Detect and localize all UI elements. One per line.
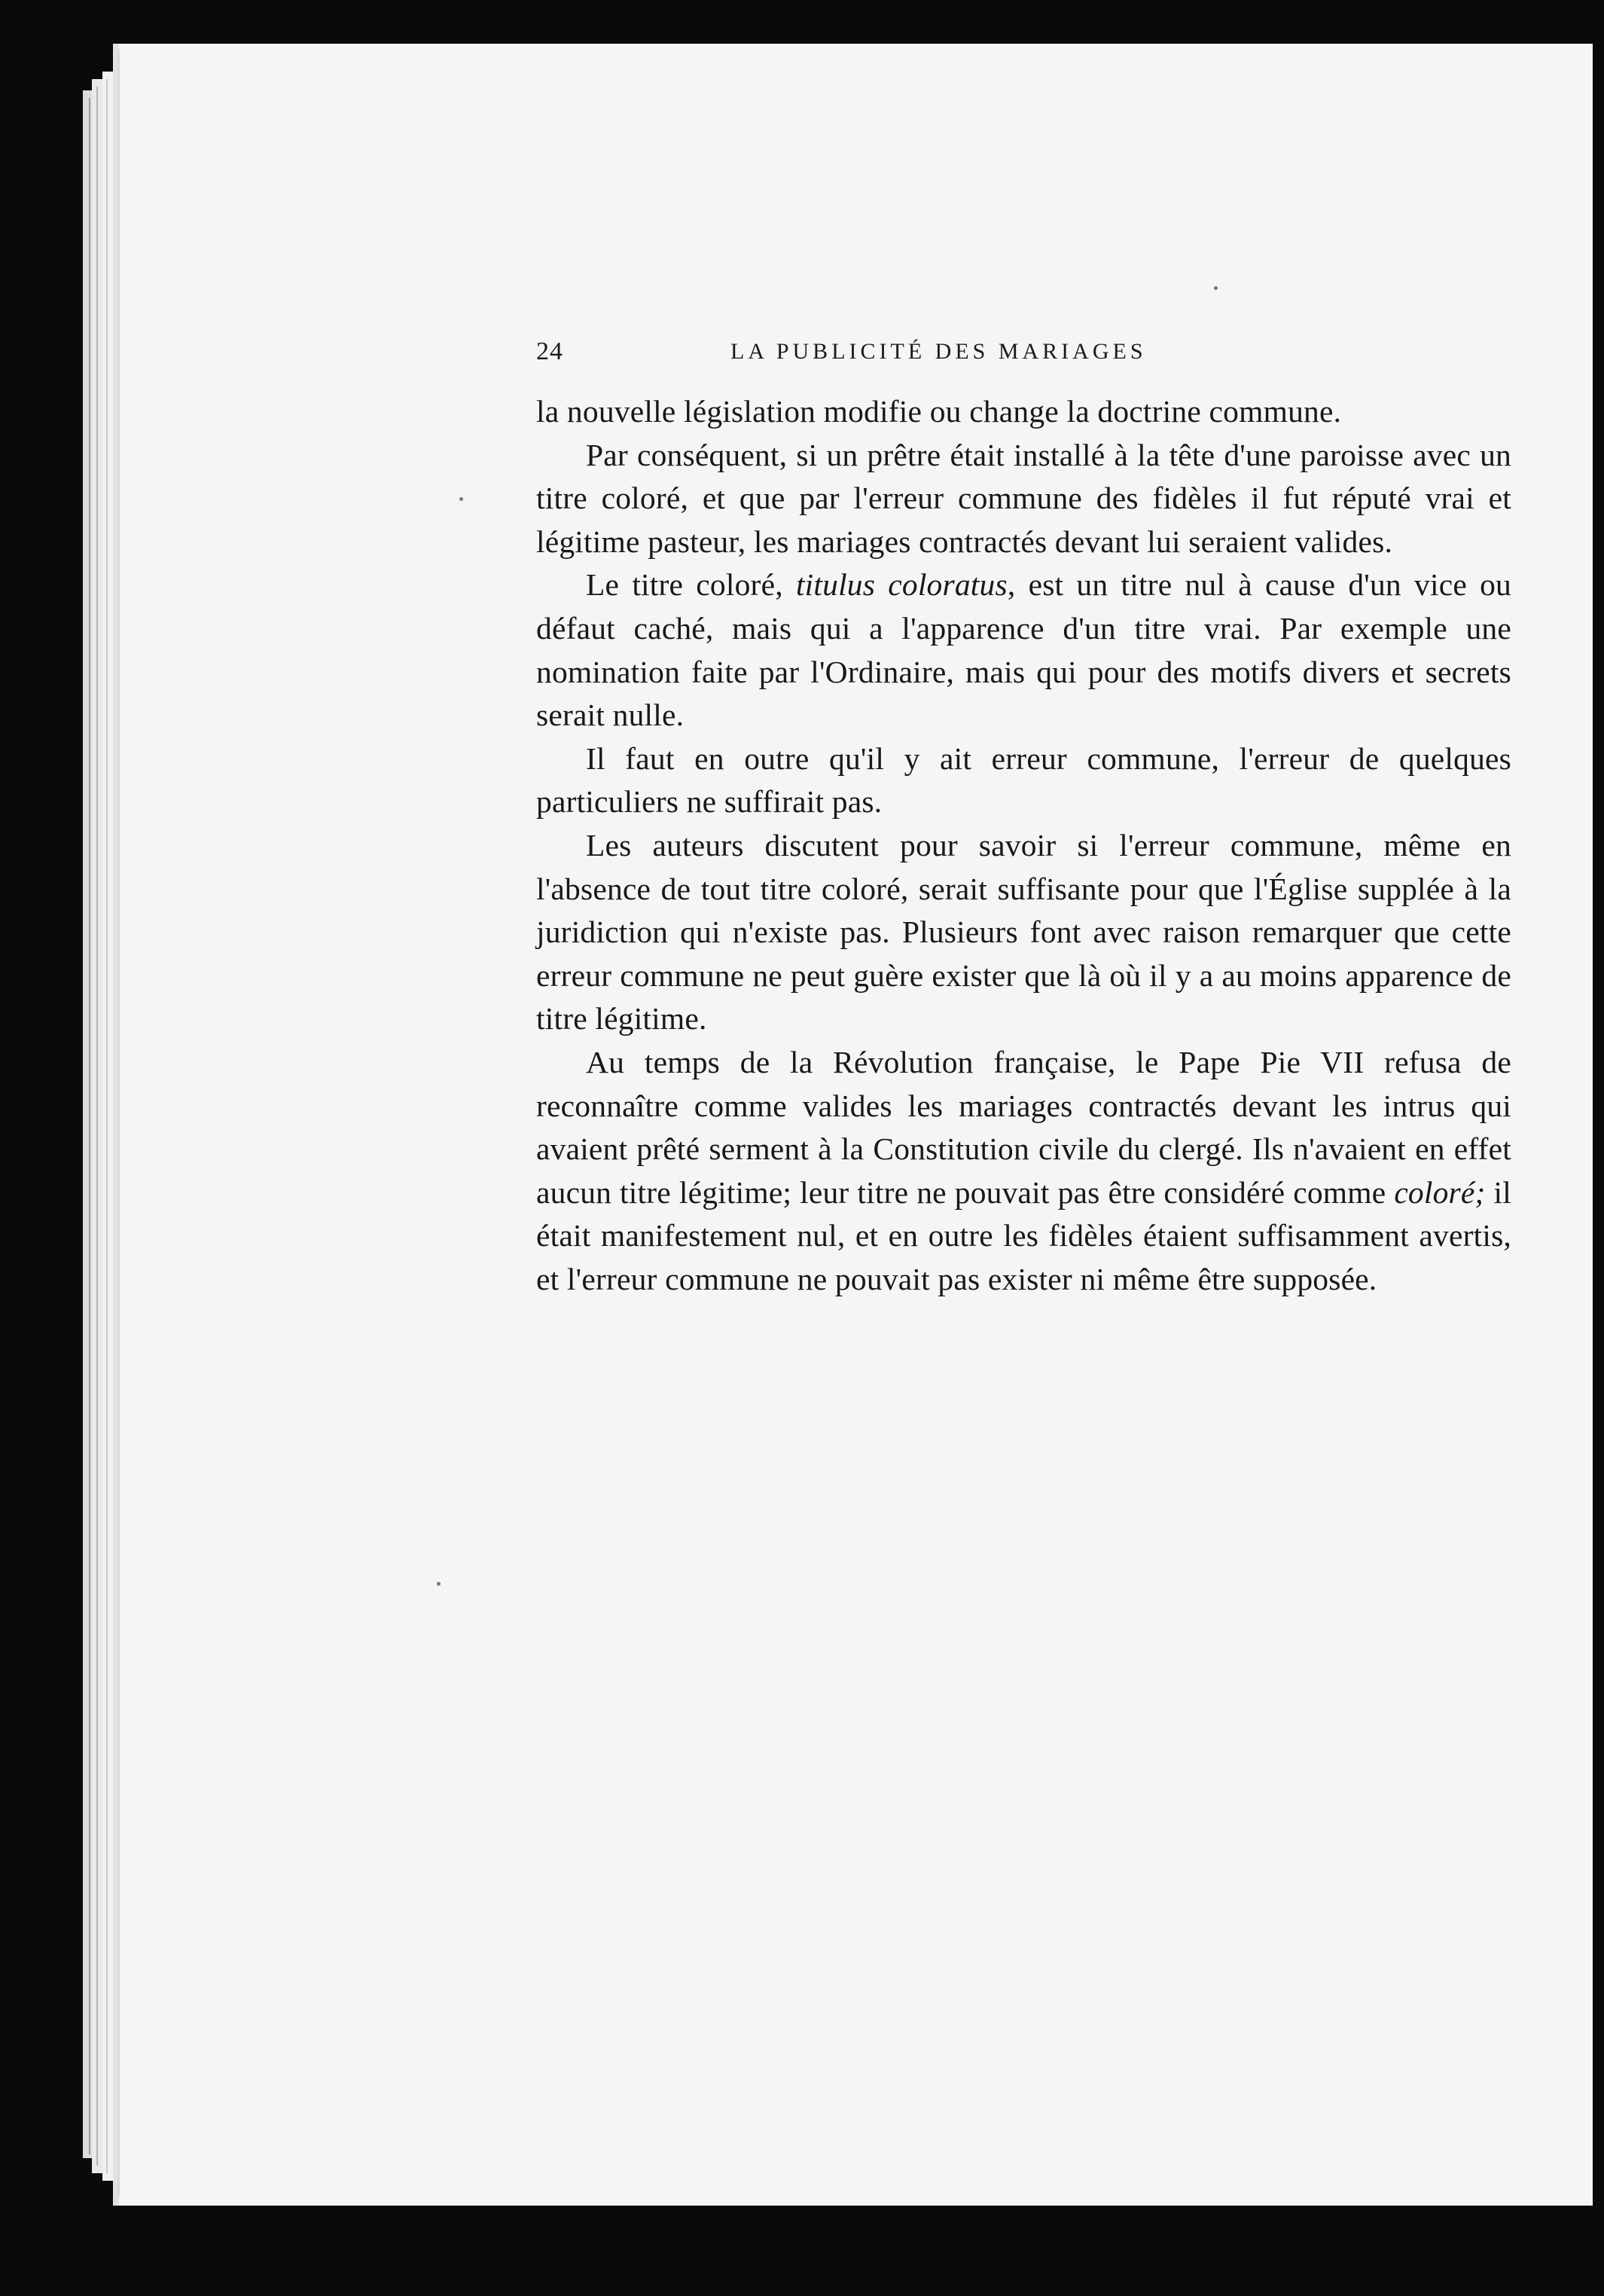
page-edge-line [96,87,98,2166]
body-text [536,390,1511,1301]
text-run: Les auteurs discutent pour savoir si l'erreur commune, même en l'absence de tout titre coloré, serait suffisante pour que l'Église supplée à la juridiction qui n'existe pas. Plusieurs font avec raison remarquer que cette erreur commune ne peut guère exister que là où il y a au moins apparence de titre légitime. [536,827,1511,1037]
page-edge-line [106,79,108,2173]
text-run: Le titre coloré, [586,567,796,603]
italic-text: titulus coloratus [795,567,1008,603]
paper-speck [1214,286,1218,290]
paragraph [536,563,1511,737]
text-run: Par conséquent, si un prêtre était installé à la tête d'une paroisse avec un titre coloré, et que par l'erreur commune des fidèles il fut réputé vrai et légitime pasteur, les mariages contractés devant lui seraient valides. [536,437,1511,559]
paragraph [536,434,1511,564]
page-crease [117,49,120,2196]
running-title: LA PUBLICITÉ DES MARIAGES [730,339,1147,364]
text-run: Il faut en outre qu'il y ait erreur commune, l'erreur de quelques particuliers ne suffirait pas. [536,740,1511,820]
paragraph [536,737,1511,824]
paragraph [536,390,1511,434]
page-number: 24 [536,337,563,365]
text-run: Au temps de la Révolution française, le Pape Pie VII refusa de reconnaître comme valides les mariages contractés devant les intrus qui avaient prêté serment à la Constitution civile du clergé. Ils n'avaient en effet aucun titre légitime; leur titre ne pouvait pas être considéré comme [536,1044,1511,1210]
paper-speck [437,1582,441,1586]
paragraph [536,1041,1511,1302]
page-edge-line [89,98,90,2154]
text-run: la nouvelle législation modifie ou change la doctrine commune. [536,394,1342,429]
italic-text: coloré; [1394,1174,1486,1210]
paragraph [536,824,1511,1041]
running-header [536,337,1511,383]
text-run: , est un titre nul à cause d'un vice ou défaut caché, mais qui a l'apparence d'un titre vrai. Par exemple une nomination faite par l'Ordinaire, mais qui pour des motifs divers et secrets serait nulle. [536,567,1511,733]
text-run: il était manifestement nul, et en outre les fidèles étaient suffisamment avertis, et l'erreur commune ne pouvait pas exister ni même être supposée. [536,1174,1511,1296]
paper-speck [459,497,463,501]
